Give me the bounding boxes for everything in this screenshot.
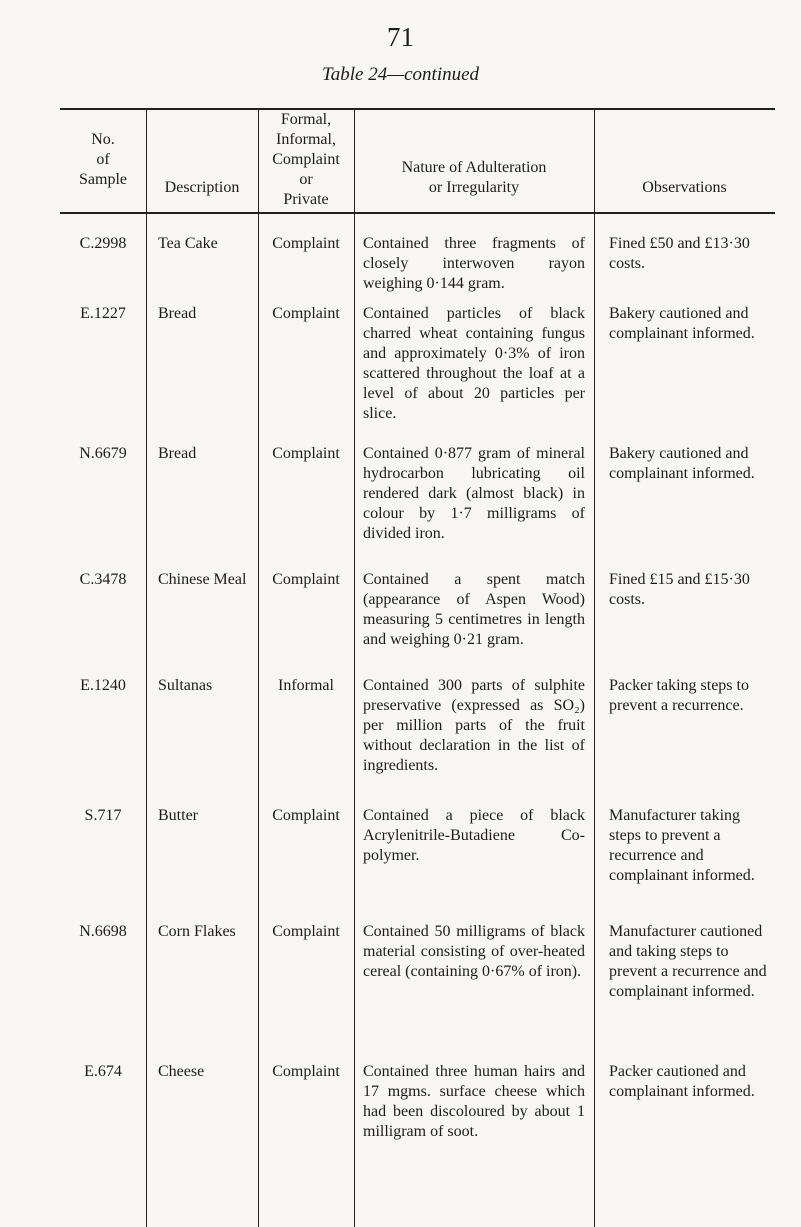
sample-number: N.6698 — [79, 923, 127, 940]
sample-description: Bread — [158, 305, 197, 322]
sample-description: Cheese — [158, 1063, 205, 1080]
sample-number: E.674 — [84, 1063, 122, 1080]
sample-description: Corn Flakes — [158, 923, 236, 940]
observation: Manufacturer cautioned and taking steps to prevent a recurrence and complainant informed. — [609, 923, 767, 1000]
sample-type: Complaint — [272, 445, 340, 462]
adulteration-table — [60, 104, 775, 1227]
sample-number: N.6679 — [79, 445, 127, 462]
observation: Bakery cautioned and complainant informed. — [609, 445, 755, 482]
observation: Manufacturer taking steps to prevent a recurrence and complainant informed. — [609, 807, 755, 884]
header-type: Formal, Informal, Complaint or Private — [272, 111, 340, 208]
header-no-of-sample: No. of Sample — [79, 131, 127, 188]
sample-type: Informal — [278, 677, 334, 694]
sample-description: Chinese Meal — [158, 571, 247, 588]
sample-number: C.2998 — [79, 235, 127, 252]
column-divider — [146, 110, 147, 1227]
adulteration-nature: Contained 300 parts of sulphite preservative (expressed as SO₂) per million parts of the fruit without declaration in the list of ingredients. — [363, 677, 585, 774]
column-divider — [354, 110, 355, 1227]
sample-description: Butter — [158, 807, 198, 824]
observation: Fined £15 and £15·30 costs. — [609, 571, 750, 608]
header-description: Description — [164, 179, 240, 196]
adulteration-nature: Contained 0·877 gram of mineral hydrocarbon lubricating oil rendered dark (almost black) in colour by 1·7 milligrams of divided iron. — [363, 445, 585, 542]
sample-type: Complaint — [272, 923, 340, 940]
observation: Packer cautioned and complainant informed. — [609, 1063, 755, 1100]
sample-number: E.1227 — [80, 305, 126, 322]
adulteration-nature: Contained 50 milligrams of black material consisting of over-heated cereal (containing 0·67% of iron). — [363, 923, 585, 980]
sample-description: Bread — [158, 445, 197, 462]
adulteration-nature: Contained a piece of black Acrylenitrile-Butadiene Co-polymer. — [363, 807, 585, 864]
sample-type: Complaint — [272, 1063, 340, 1080]
top-rule — [60, 108, 775, 110]
sample-type: Complaint — [272, 235, 340, 252]
adulteration-nature: Contained three human hairs and 17 mgms. surface cheese which had been discoloured by about 1 milligram of soot. — [363, 1063, 585, 1140]
header-rule — [60, 212, 775, 214]
header-observations: Observations — [642, 179, 727, 196]
column-divider — [594, 110, 595, 1227]
observation: Packer taking steps to prevent a recurrence. — [609, 677, 749, 714]
sample-type: Complaint — [272, 571, 340, 588]
header-nature: Nature of Adulteration or Irregularity — [401, 159, 547, 196]
adulteration-nature: Contained particles of black charred wheat containing fungus and approximately 0·3% of iron scattered throughout the loaf at a level of about 20 particles per slice. — [363, 305, 585, 422]
sample-number: C.3478 — [79, 571, 127, 588]
sample-number: E.1240 — [80, 677, 126, 694]
observation: Fined £50 and £13·30 costs. — [609, 235, 750, 272]
sample-type: Complaint — [272, 807, 340, 824]
observation: Bakery cautioned and complainant informed. — [609, 305, 755, 342]
sample-description: Tea Cake — [158, 235, 218, 252]
page-number: 71 — [387, 22, 414, 52]
sample-description: Sultanas — [158, 677, 213, 694]
table-caption: Table 24—continued — [321, 64, 480, 85]
adulteration-nature: Contained a spent match (appearance of Aspen Wood) measuring 5 centimetres in length and weighing 0·21 gram. — [363, 571, 585, 648]
sample-number: S.717 — [84, 807, 122, 824]
adulteration-nature: Contained three fragments of closely interwoven rayon weighing 0·144 gram. — [363, 235, 585, 292]
column-divider — [258, 110, 259, 1227]
sample-type: Complaint — [272, 305, 340, 322]
